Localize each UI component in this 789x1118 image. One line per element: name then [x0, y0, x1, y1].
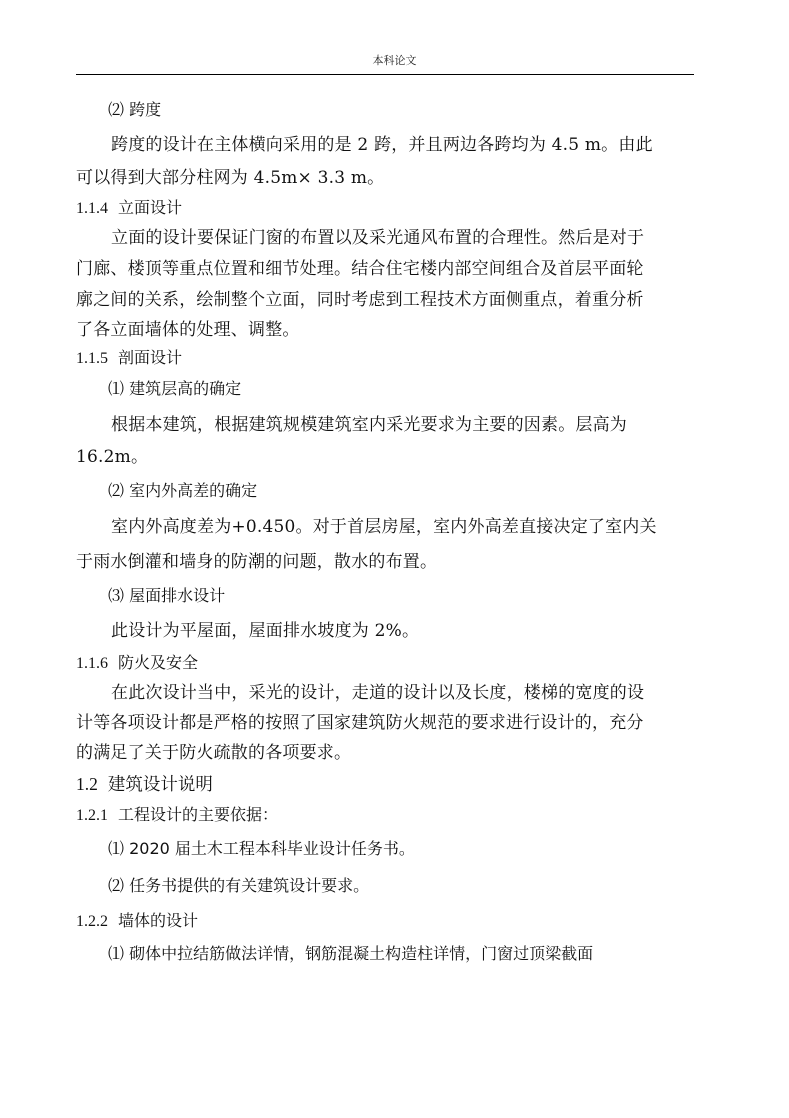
paragraph-line: 的满足了关于防火疏散的各项要求。 — [76, 743, 352, 763]
paragraph-line: 根据本建筑，根据建筑规模建筑室内采光要求为主要的因素。层高为 — [111, 415, 627, 435]
section-title: 墙体的设计 — [118, 911, 199, 930]
subsection-item-masonry: ⑴ 砌体中拉结筋做法详情，钢筋混凝土构造柱详情，门窗过顶梁截面 — [108, 944, 594, 963]
paragraph-line: 跨度的设计在主体横向采用的是 2 跨，并且两边各跨均为 4.5 m。由此 — [111, 135, 653, 155]
section-title: 立面设计 — [118, 198, 183, 217]
section-title: 剖面设计 — [118, 348, 183, 367]
section-number: 1.2.2 — [76, 913, 108, 930]
page-header: 本科论文 — [372, 54, 417, 67]
paragraph-line: 立面的设计要保证门窗的布置以及采光通风布置的合理性。然后是对于 — [111, 228, 645, 248]
subsection-item-floor-height: ⑴ 建筑层高的确定 — [108, 379, 242, 398]
paragraph-line: 于雨水倒灌和墙身的防潮的问题，散水的布置。 — [76, 552, 438, 572]
paragraph-line: 了各立面墙体的处理、调整。 — [76, 320, 300, 340]
subsection-item-roof-drainage: ⑶ 屋面排水设计 — [108, 586, 226, 605]
paragraph-line: 在此次设计当中，采光的设计，走道的设计以及长度，楼梯的宽度的设 — [111, 683, 645, 703]
section-heading-1-1-4 — [76, 197, 696, 220]
paragraph-line: 16.2m。 — [76, 447, 149, 467]
section-heading-1-1-6 — [76, 652, 696, 675]
section-heading-1-2-1 — [76, 804, 696, 827]
section-heading-1-1-5 — [76, 347, 696, 370]
section-number: 1.1.4 — [76, 200, 108, 217]
subsection-item-design-requirements: ⑵ 任务书提供的有关建筑设计要求。 — [108, 876, 370, 895]
header-rule — [76, 74, 694, 75]
section-title: 建筑设计说明 — [107, 775, 213, 795]
section-title: 工程设计的主要依据： — [118, 805, 279, 824]
section-title: 防火及安全 — [118, 653, 199, 672]
paragraph-line: 廓之间的关系，绘制整个立面，同时考虑到工程技术方面侧重点，着重分析 — [76, 290, 644, 310]
paragraph-line: 计等各项设计都是严格的按照了国家建筑防火规范的要求进行设计的，充分 — [76, 713, 644, 733]
paragraph-line: 室内外高度差为+0.450。对于首层房屋，室内外高差直接决定了室内关 — [111, 517, 657, 537]
subsection-item-task-book: ⑴ 2020 届土木工程本科毕业设计任务书。 — [108, 839, 415, 858]
section-number: 1.1.5 — [76, 350, 108, 367]
subsection-item-span: ⑵ 跨度 — [108, 100, 162, 119]
section-number: 1.2 — [76, 774, 98, 794]
section-number: 1.1.6 — [76, 655, 108, 672]
paragraph-line: 此设计为平屋面，屋面排水坡度为 2%。 — [111, 621, 420, 641]
section-number: 1.2.1 — [76, 807, 108, 824]
subsection-item-height-difference: ⑵ 室内外高差的确定 — [108, 481, 258, 500]
paragraph-line: 可以得到大部分柱网为 4.5m× 3.3 m。 — [76, 168, 385, 188]
section-heading-1-2 — [76, 773, 696, 796]
paragraph-line: 门廊、楼顶等重点位置和细节处理。结合住宅楼内部空间组合及首层平面轮 — [76, 259, 644, 279]
section-heading-1-2-2 — [76, 910, 696, 933]
